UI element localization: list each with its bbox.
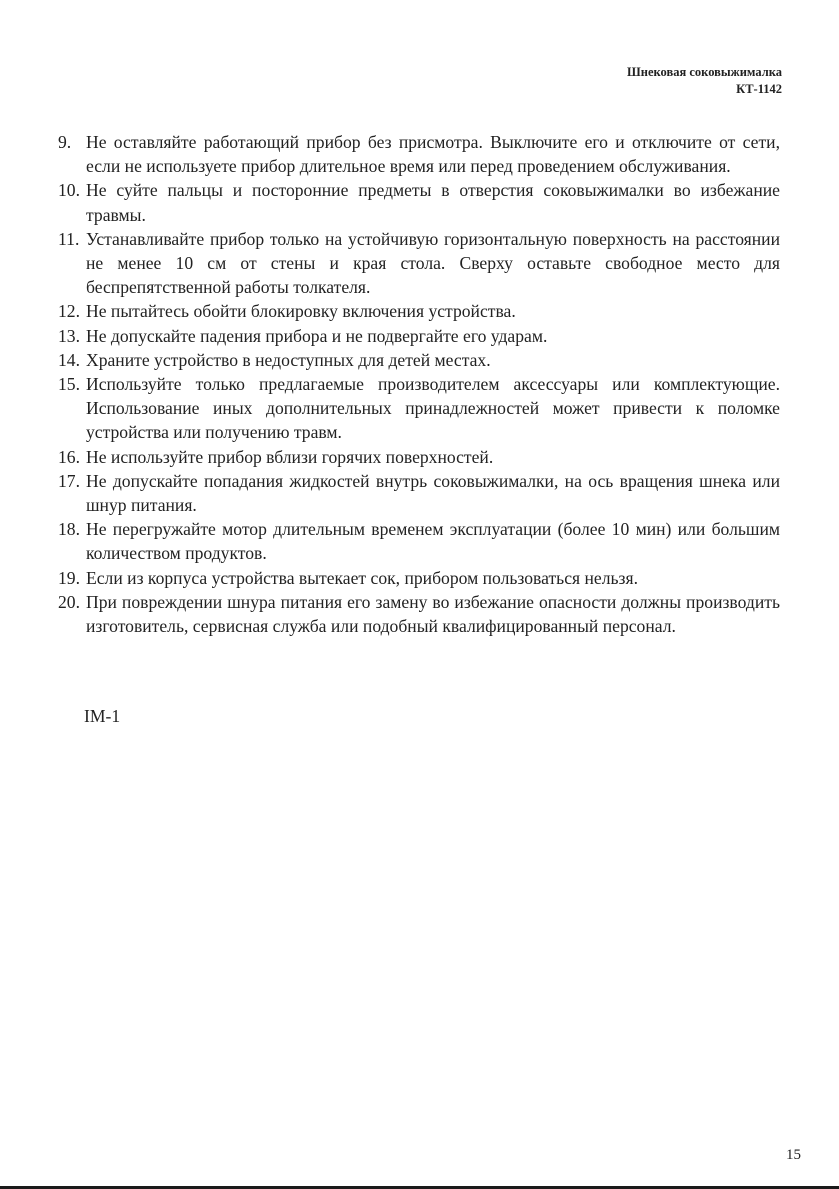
rule-number: 17.: [58, 470, 80, 491]
rule-item-9: [58, 130, 780, 178]
rule-number: 15.: [58, 374, 80, 395]
document-code: IM-1: [84, 706, 121, 726]
rule-text: Не пытайтесь обойти блокировку включения устройства.: [86, 301, 516, 322]
rule-number: 10.: [58, 180, 80, 201]
product-title: Шнековая соковыжималка: [627, 65, 782, 79]
rule-item-10: [58, 178, 780, 226]
rule-text: Не допускайте попадания жидкостей внутрь соковыжималки, на ось вращения шнека или шнур питания.: [86, 470, 780, 516]
safety-rules-list: [58, 130, 780, 638]
rule-item-12: [58, 299, 780, 323]
rule-item-16: [58, 445, 780, 469]
rule-item-20: [58, 590, 780, 638]
rule-number: 12.: [58, 301, 80, 322]
rule-item-11: [58, 227, 780, 300]
rule-text: Не используйте прибор вблизи горячих поверхностей.: [86, 446, 494, 467]
rule-text: Не суйте пальцы и посторонние предметы в отверстия соковыжималки во избежание травмы.: [86, 180, 780, 225]
rule-text: Если из корпуса устройства вытекает сок, прибором пользоваться нельзя.: [86, 567, 638, 588]
rule-number: 13.: [58, 325, 80, 346]
document-header: [627, 64, 782, 98]
rule-number: 16.: [58, 446, 80, 467]
rule-item-18: [58, 517, 780, 565]
rule-item-14: [58, 348, 780, 372]
rule-number: 20.: [58, 591, 80, 612]
rule-item-13: [58, 324, 780, 348]
rule-number: 14.: [58, 349, 80, 370]
rule-text: Не перегружайте мотор длительным временем эксплуатации (более 10 мин) или большим количеством продуктов.: [86, 519, 780, 564]
rule-number: 18.: [58, 519, 80, 540]
rule-number: 19.: [58, 567, 80, 588]
rule-text: Храните устройство в недоступных для детей местах.: [86, 349, 491, 370]
rule-number: 9.: [58, 132, 72, 152]
rule-text: Устанавливайте прибор только на устойчивую горизонтальную поверхность на расстоянии не менее 10 см от стены и края стола. Сверху оставьте свободное место для беспрепятственной работы толкателя.: [86, 228, 780, 298]
rule-item-15: [58, 372, 780, 445]
rule-item-19: [58, 566, 780, 590]
rule-text: При повреждении шнура питания его замену во избежание опасности должны производить изготовитель, сервисная служба или подобный квалифицированный персонал.: [86, 591, 780, 637]
rule-text: Не допускайте падения прибора и не подвергайте его ударам.: [86, 325, 548, 346]
page-number: 15: [786, 1147, 801, 1163]
rule-text: Используйте только предлагаемые производителем аксессуары или комплектующие. Использование иных дополнительных принадлежностей может привести к поломке устройства или получению травм.: [86, 374, 780, 443]
rule-text: Не оставляйте работающий прибор без присмотра. Выключите его и отключите от сети, если не используете прибор длительное время или перед проведением обслуживания.: [86, 132, 780, 177]
product-model: КТ-1142: [736, 82, 782, 96]
rule-number: 11.: [58, 228, 80, 249]
rule-item-17: [58, 469, 780, 517]
